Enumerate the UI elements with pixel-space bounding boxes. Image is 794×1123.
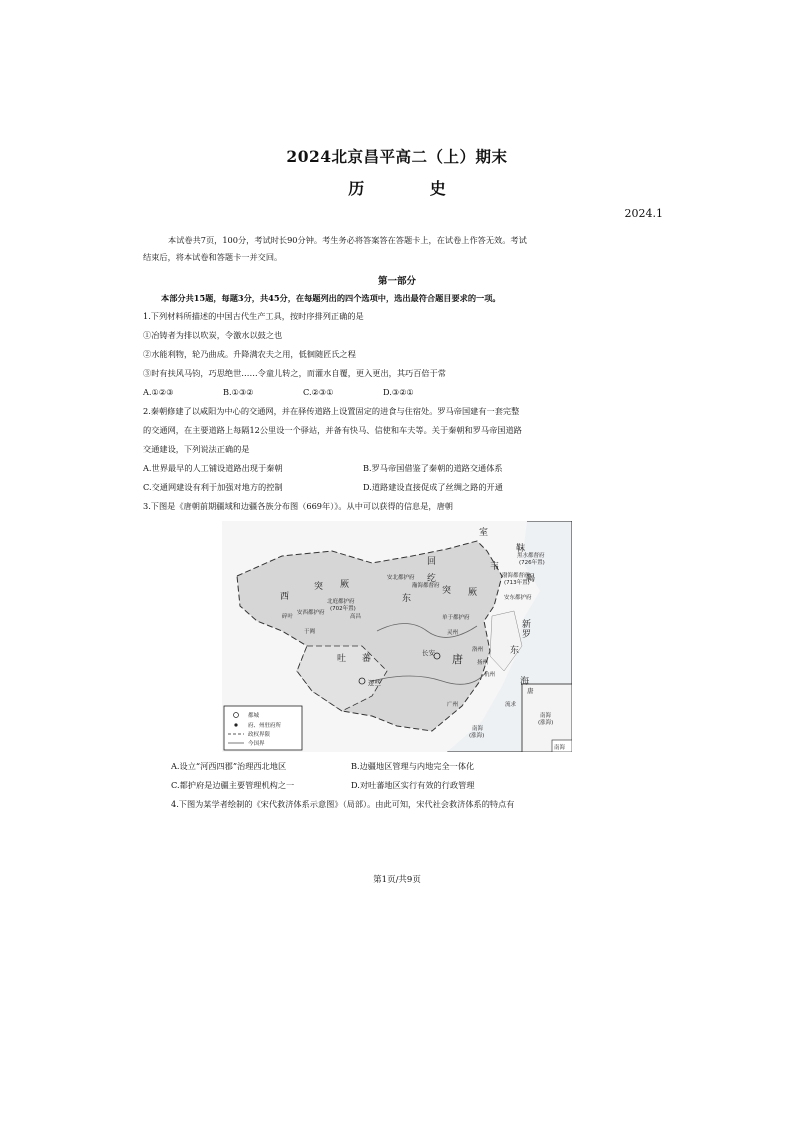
label-shiwei: 室 — [479, 528, 489, 538]
label-wei: 韦 — [490, 562, 500, 572]
label-guangzhou: 广州 — [447, 702, 459, 708]
label-heishui: 黑水都督府 — [517, 553, 545, 559]
label-nanhai-inset-2: (涨海) — [538, 720, 554, 726]
subject-title: 历 史 — [348, 179, 476, 198]
q2-option-d: D.道路建设直接促成了丝绸之路的开通 — [363, 482, 503, 492]
q3-option-b: B.边疆地区管理与内地完全一体化 — [351, 761, 475, 771]
label-gaochang: 高昌 — [350, 614, 362, 620]
q1-option-c: C.②③① — [303, 387, 334, 397]
label-yangzhou: 扬州 — [477, 660, 489, 666]
tang-map — [222, 521, 572, 752]
legend-prefecture-icon — [234, 723, 237, 726]
legend-prefecture-label: 府、州驻府所 — [248, 723, 282, 729]
label-hai: 海 — [520, 677, 530, 687]
label-mohe: 靺 — [516, 544, 526, 554]
label-beiting-year: (702年置) — [330, 606, 356, 612]
label-luoxie: 逻些 — [368, 679, 381, 687]
label-anxi: 安西都护府 — [297, 610, 325, 616]
legend-boundary-label: 政权界限 — [248, 732, 271, 738]
label-huihe: 回 — [427, 557, 437, 567]
legend-modern-label: 今国界 — [248, 741, 265, 747]
label-luo: 罗 — [522, 630, 532, 640]
label-bohai-year: (713年置) — [504, 580, 530, 586]
label-dong: 东 — [402, 594, 412, 604]
label-tu3: 吐 — [337, 654, 347, 664]
q1-option-a: A.①②③ — [143, 387, 174, 397]
q2-stem-line-3: 交通建设，下列说法正确的是 — [143, 444, 250, 454]
label-tu: 突 — [314, 582, 324, 592]
label-nanhai-inset: 南海 — [540, 713, 552, 719]
label-beiting: 北庭都护府 — [327, 599, 355, 605]
part-instruction: 本部分共15题，每题3分，共45分，在每题列出的四个选项中，选出最符合题目要求的一项。 — [161, 293, 501, 303]
label-luozhou: 洛州 — [472, 647, 484, 653]
q1-stem: 1.下列材料所描述的中国古代生产工具，按时序排列正确的是 — [143, 311, 364, 321]
label-inset-tang: 唐 — [527, 687, 534, 695]
label-nanhai-2: (涨海) — [469, 733, 485, 739]
label-hanhai: 瀚海都督府 — [412, 583, 440, 589]
q2-stem-line-2: 的交通网，在主要道路上每隔12公里设一个驿站，并备有快马、信使和车夫等。关于秦朝和罗马帝国道路 — [143, 425, 522, 435]
label-bohai-d: 渤海都督府 — [502, 573, 530, 579]
q3-option-a: A.设立“河西四郡”治理西北地区 — [171, 761, 287, 771]
label-changan: 长安 — [422, 649, 435, 657]
label-xin: 新 — [522, 620, 532, 630]
q1-material-1: ①冶铸者为排以吹炭，令激水以鼓之也 — [143, 330, 283, 340]
legend-capital-label: 都城 — [248, 713, 260, 719]
q4-stem: 4.下图为某学者绘制的《宋代救济体系示意图》（局部）。由此可知，宋代社会救济体系的特点有 — [171, 799, 515, 809]
page-title: 2024北京昌平高二（上）期末 — [286, 147, 508, 166]
q3-stem: 3.下图是《唐朝前期疆域和边疆各族分布图（669年）》。从中可以获得的信息是，唐朝 — [143, 501, 453, 511]
page-footer: 第1页/共9页 — [373, 875, 421, 885]
q3-option-d: D.对吐蕃地区实行有效的行政管理 — [351, 780, 475, 790]
label-jue: 厥 — [340, 580, 350, 590]
exam-date: 2024.1 — [624, 207, 663, 220]
q1-material-2: ②水能利物，轮乃曲成。升降满农夫之用，低徊随匠氏之程 — [143, 349, 356, 359]
label-bo: 蕃 — [362, 654, 372, 664]
label-nanhai: 南海 — [472, 726, 484, 732]
part-title: 第一部分 — [377, 276, 416, 287]
q2-option-b: B.罗马帝国借鉴了秦朝的道路交通体系 — [363, 463, 503, 473]
q1-material-3: ③时有扶风马钧，巧思绝世……令童儿转之，而灌水自覆，更入更出，其巧百倍于常 — [143, 368, 446, 378]
notice-line-2: 结束后，将本试卷和答题卡一并交回。 — [143, 252, 283, 262]
label-xi: 西 — [280, 592, 290, 602]
label-heishui-year: (726年置) — [519, 560, 545, 566]
q3-option-c: C.都护府是边疆主要管理机构之一 — [171, 780, 295, 790]
notice-line-1: 本试卷共7页，100分，考试时长90分钟。考生务必将答案答在答题卡上，在试卷上作答无效。考试 — [168, 235, 527, 245]
label-hangzhou: 杭州 — [484, 672, 496, 678]
label-yutian: 于阗 — [304, 629, 316, 635]
label-jue2: 厥 — [468, 588, 478, 598]
label-he: 鞨 — [526, 574, 536, 584]
label-tang: 唐 — [452, 653, 463, 666]
label-chanyu: 单于都护府 — [442, 615, 470, 621]
label-anbei: 安北都护府 — [387, 575, 415, 581]
label-dong2: 东 — [510, 646, 520, 656]
label-andong: 安东都护府 — [504, 595, 532, 601]
label-suiye: 碎叶 — [282, 614, 294, 620]
label-tu2: 突 — [442, 586, 452, 596]
label-inset-corner: 南海 — [554, 745, 566, 751]
q1-option-b: B.①③② — [223, 387, 254, 397]
label-liuqiu: 流求 — [505, 702, 517, 708]
label-hu: 纥 — [427, 574, 437, 584]
q1-option-d: D.③②① — [383, 387, 414, 397]
label-lingzhou: 灵州 — [447, 630, 459, 636]
q2-stem-line-1: 2.秦朝修建了以咸阳为中心的交通网，并在驿传道路上设置固定的进食与住宿处。罗马帝国建有一套完整 — [143, 406, 520, 416]
q2-option-c: C.交通网建设有利于加强对地方的控制 — [143, 482, 283, 492]
q2-option-a: A.世界最早的人工铺设道路出现于秦朝 — [143, 463, 283, 473]
